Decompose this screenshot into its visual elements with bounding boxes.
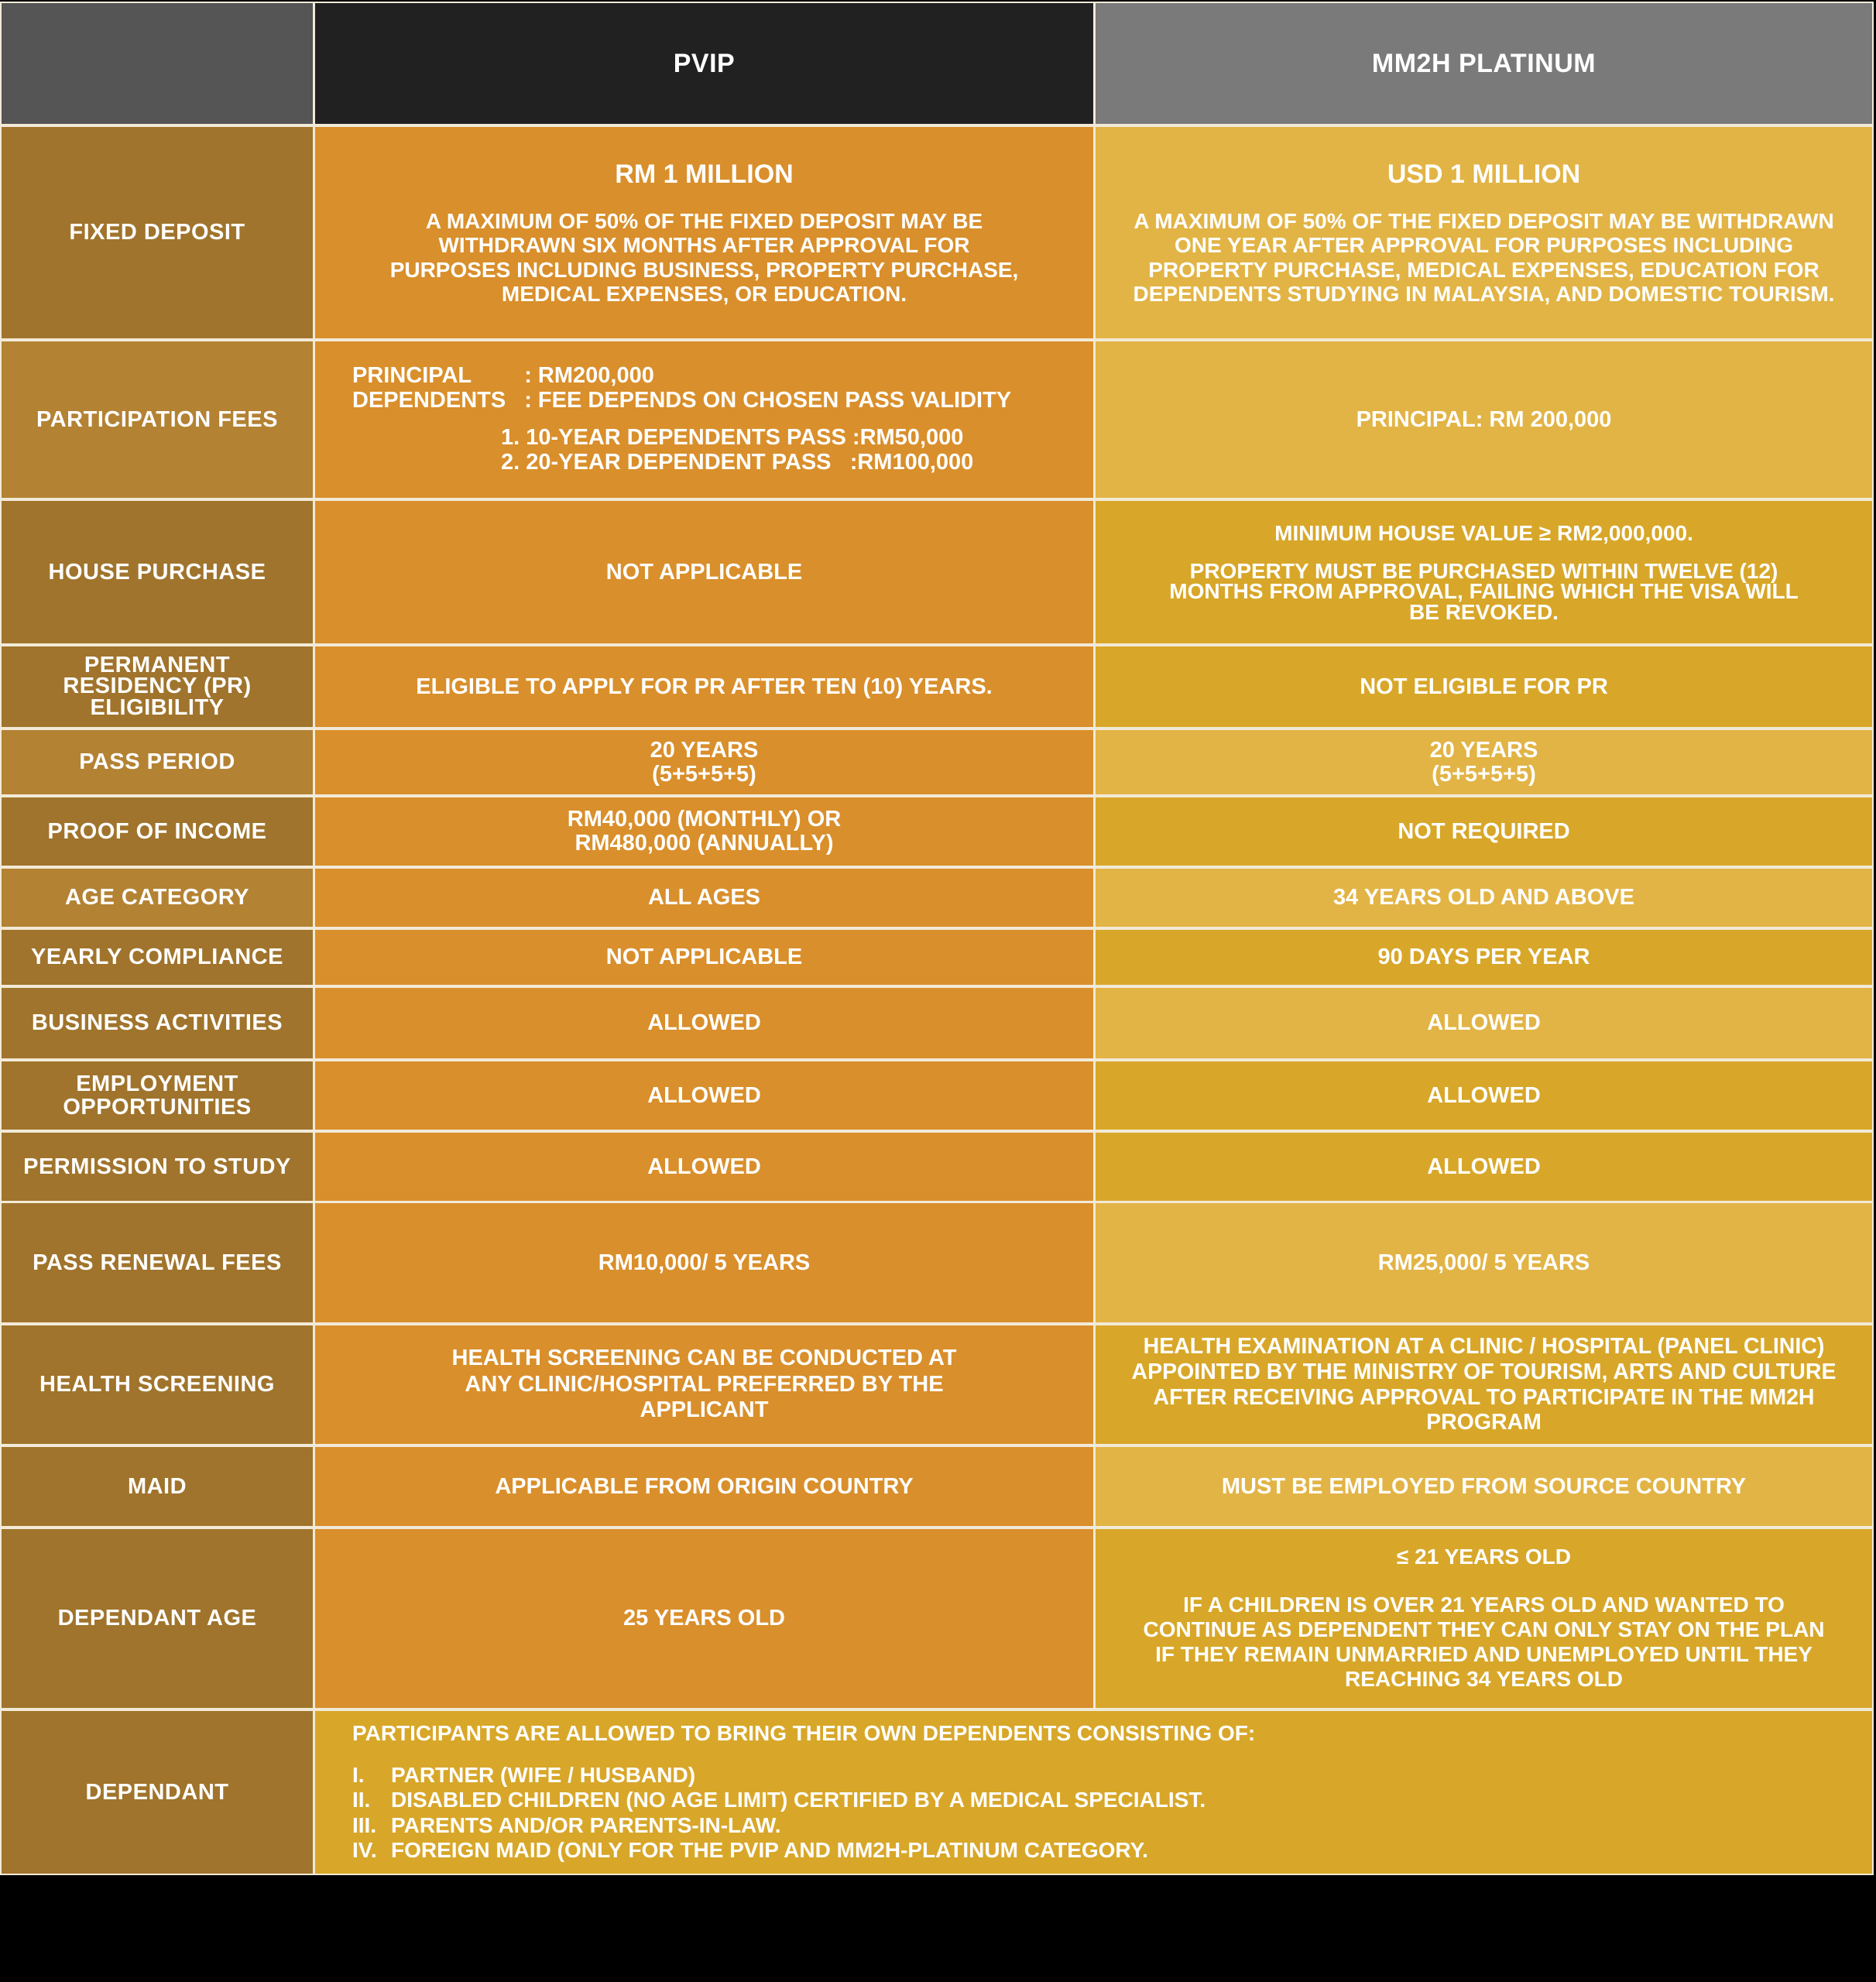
pvip-income-monthly: RM40,000 (MONTHLY) OR bbox=[567, 806, 842, 832]
option-text: 20-YEAR DEPENDENT PASS :RM100,000 bbox=[526, 449, 974, 475]
pass-option bbox=[501, 426, 973, 451]
platinum-business-activities: ALLOWED bbox=[1096, 988, 1872, 1058]
item-numeral: IV. bbox=[352, 1838, 377, 1863]
platinum-house-min-value: MINIMUM HOUSE VALUE ≥ RM2,000,000. bbox=[1274, 521, 1693, 546]
pvip-health-screening: HEALTH SCREENING CAN BE CONDUCTED AT ANY CLINIC/HOSPITAL PREFERRED BY THE APPLICANT bbox=[315, 1325, 1093, 1444]
dependant-list bbox=[352, 1763, 1206, 1864]
platinum-deposit-amount: USD 1 MILLION bbox=[1387, 159, 1581, 189]
item-text: PARTNER (WIFE / HUSBAND) bbox=[391, 1762, 696, 1787]
row-label-permission-to-study: PERMISSION TO STUDY bbox=[2, 1133, 313, 1201]
item-numeral: II. bbox=[352, 1788, 371, 1812]
dependant-list-item bbox=[352, 1763, 1206, 1788]
row-label-maid: MAID bbox=[2, 1447, 313, 1526]
pvip-pr-eligibility: ELIGIBLE TO APPLY FOR PR AFTER TEN (10) YEARS. bbox=[315, 646, 1093, 727]
fee-key-principal: PRINCIPAL bbox=[352, 363, 472, 389]
row-label-age-category: AGE CATEGORY bbox=[2, 869, 313, 927]
row-label-yearly-compliance: YEARLY COMPLIANCE bbox=[2, 930, 313, 985]
row-label-dependant-age: DEPENDANT AGE bbox=[2, 1529, 313, 1708]
platinum-pass-breakdown: (5+5+5+5) bbox=[1432, 761, 1536, 787]
dependant-list-item bbox=[352, 1813, 1206, 1838]
platinum-pr-eligibility: NOT ELIGIBLE FOR PR bbox=[1096, 646, 1872, 727]
dependant-details bbox=[315, 1711, 1872, 1874]
option-number: 2. bbox=[501, 449, 520, 475]
platinum-pass-years: 20 YEARS bbox=[1429, 738, 1538, 763]
platinum-yearly-compliance: 90 DAYS PER YEAR bbox=[1096, 930, 1872, 985]
platinum-house-deadline: PROPERTY MUST BE PURCHASED WITHIN TWELVE (12) MONTHS FROM APPROVAL, FAILING WHICH THE VISA WILL BE REVOKED. bbox=[1169, 558, 1799, 624]
pvip-maid: APPLICABLE FROM ORIGIN COUNTRY bbox=[315, 1447, 1093, 1526]
option-text: 10-YEAR DEPENDENTS PASS :RM50,000 bbox=[526, 425, 964, 450]
pvip-deposit-amount: RM 1 MILLION bbox=[615, 159, 794, 189]
pvip-deposit-terms: A MAXIMUM OF 50% OF THE FIXED DEPOSIT MAY BE WITHDRAWN SIX MONTHS AFTER APPROVAL FOR PURPOSES INCLUDING BUSINESS, PROPERTY PURCHASE, MEDICAL EXPENSES, OR EDUCATION. bbox=[389, 208, 1019, 306]
row-label-participation-fees: PARTICIPATION FEES bbox=[2, 341, 313, 498]
platinum-dependant-age bbox=[1096, 1529, 1872, 1708]
row-label-business-activities: BUSINESS ACTIVITIES bbox=[2, 988, 313, 1058]
pvip-permission-to-study: ALLOWED bbox=[315, 1133, 1093, 1201]
pvip-participation-fees bbox=[315, 341, 1093, 498]
platinum-employment-opportunities: ALLOWED bbox=[1096, 1061, 1872, 1130]
fee-key-dependents: DEPENDENTS bbox=[352, 388, 506, 413]
pvip-business-activities: ALLOWED bbox=[315, 988, 1093, 1058]
pvip-income-annually: RM480,000 (ANNUALLY) bbox=[574, 831, 834, 856]
pvip-pass-years: 20 YEARS bbox=[650, 738, 759, 763]
item-text: DISABLED CHILDREN (NO AGE LIMIT) CERTIFIED BY A MEDICAL SPECIALIST. bbox=[391, 1788, 1206, 1812]
pvip-age-category: ALL AGES bbox=[315, 869, 1093, 927]
pass-option bbox=[501, 451, 973, 475]
header-platinum: MM2H PLATINUM bbox=[1096, 3, 1872, 124]
pvip-dependant-age: 25 YEARS OLD bbox=[315, 1529, 1093, 1708]
platinum-dependant-age-limit: ≤ 21 YEARS OLD bbox=[1397, 1545, 1571, 1569]
platinum-pass-period bbox=[1096, 730, 1872, 794]
item-numeral: I. bbox=[352, 1762, 365, 1787]
row-label-pr-eligibility: PERMANENT RESIDENCY (PR) ELIGIBILITY bbox=[2, 646, 313, 727]
fee-val-principal: : RM200,000 bbox=[524, 363, 654, 389]
item-text: PARENTS AND/OR PARENTS-IN-LAW. bbox=[391, 1812, 781, 1837]
row-label-proof-of-income: PROOF OF INCOME bbox=[2, 797, 313, 866]
platinum-permission-to-study: ALLOWED bbox=[1096, 1133, 1872, 1201]
pvip-fixed-deposit bbox=[315, 127, 1093, 338]
dependant-list-item bbox=[352, 1788, 1206, 1812]
platinum-deposit-terms: A MAXIMUM OF 50% OF THE FIXED DEPOSIT MAY BE WITHDRAWN ONE YEAR AFTER APPROVAL FOR PURPOSES INCLUDING PROPERTY PURCHASE, MEDICAL EXPENSES, EDUCATION FOR DEPENDENTS STUDYING IN MALAYSIA, AND DOMESTIC TOURISM. bbox=[1133, 208, 1835, 306]
row-label-pass-renewal-fees: PASS RENEWAL FEES bbox=[2, 1203, 313, 1322]
pvip-house-purchase: NOT APPLICABLE bbox=[315, 501, 1093, 643]
header-pvip: PVIP bbox=[315, 3, 1093, 124]
dependant-intro: PARTICIPANTS ARE ALLOWED TO BRING THEIR OWN DEPENDENTS CONSISTING OF: bbox=[352, 1721, 1256, 1746]
pvip-proof-of-income bbox=[315, 797, 1093, 866]
platinum-dependant-age-exception: IF A CHILDREN IS OVER 21 YEARS OLD AND WANTED TO CONTINUE AS DEPENDENT THEY CAN ONLY STAY ON THE PLAN IF THEY REMAIN UNMARRIED AND UNEMPLOYED UNTIL THEY REACHING 34 YEARS OLD bbox=[1143, 1592, 1825, 1692]
platinum-participation-fees: PRINCIPAL: RM 200,000 bbox=[1096, 341, 1872, 498]
pvip-dependent-pass-options bbox=[501, 426, 973, 475]
row-label-dependant: DEPENDANT bbox=[2, 1711, 313, 1874]
item-text: FOREIGN MAID (ONLY FOR THE PVIP AND MM2H-PLATINUM CATEGORY. bbox=[391, 1838, 1148, 1863]
option-number: 1. bbox=[501, 425, 520, 450]
pvip-yearly-compliance: NOT APPLICABLE bbox=[315, 930, 1093, 985]
pvip-fee-breakdown bbox=[352, 364, 1011, 413]
row-label-fixed-deposit: FIXED DEPOSIT bbox=[2, 127, 313, 338]
row-label-house-purchase: HOUSE PURCHASE bbox=[2, 501, 313, 643]
row-label-health-screening: HEALTH SCREENING bbox=[2, 1325, 313, 1444]
header-blank-cell bbox=[2, 3, 313, 124]
platinum-fixed-deposit bbox=[1096, 127, 1872, 338]
platinum-pass-renewal-fees: RM25,000/ 5 YEARS bbox=[1096, 1203, 1872, 1322]
pvip-pass-renewal-fees: RM10,000/ 5 YEARS bbox=[315, 1203, 1093, 1322]
pvip-pass-breakdown: (5+5+5+5) bbox=[652, 761, 756, 787]
platinum-proof-of-income: NOT REQUIRED bbox=[1096, 797, 1872, 866]
platinum-age-category: 34 YEARS OLD AND ABOVE bbox=[1096, 869, 1872, 927]
row-label-pass-period: PASS PERIOD bbox=[2, 730, 313, 794]
dependant-list-item bbox=[352, 1838, 1206, 1863]
item-numeral: III. bbox=[352, 1812, 377, 1837]
fee-val-dependents: : FEE DEPENDS ON CHOSEN PASS VALIDITY bbox=[524, 388, 1012, 413]
platinum-health-screening: HEALTH EXAMINATION AT A CLINIC / HOSPITAL (PANEL CLINIC) APPOINTED BY THE MINISTRY OF TOURISM, ARTS AND CULTURE AFTER RECEIVING APPROVAL TO PARTICIPATE IN THE MM2H PROGRAM bbox=[1096, 1325, 1872, 1444]
row-label-employment-opportunities: EMPLOYMENT OPPORTUNITIES bbox=[2, 1061, 313, 1130]
comparison-table bbox=[0, 2, 1874, 1875]
pvip-employment-opportunities: ALLOWED bbox=[315, 1061, 1093, 1130]
platinum-house-purchase bbox=[1096, 501, 1872, 643]
platinum-maid: MUST BE EMPLOYED FROM SOURCE COUNTRY bbox=[1096, 1447, 1872, 1526]
pvip-pass-period bbox=[315, 730, 1093, 794]
